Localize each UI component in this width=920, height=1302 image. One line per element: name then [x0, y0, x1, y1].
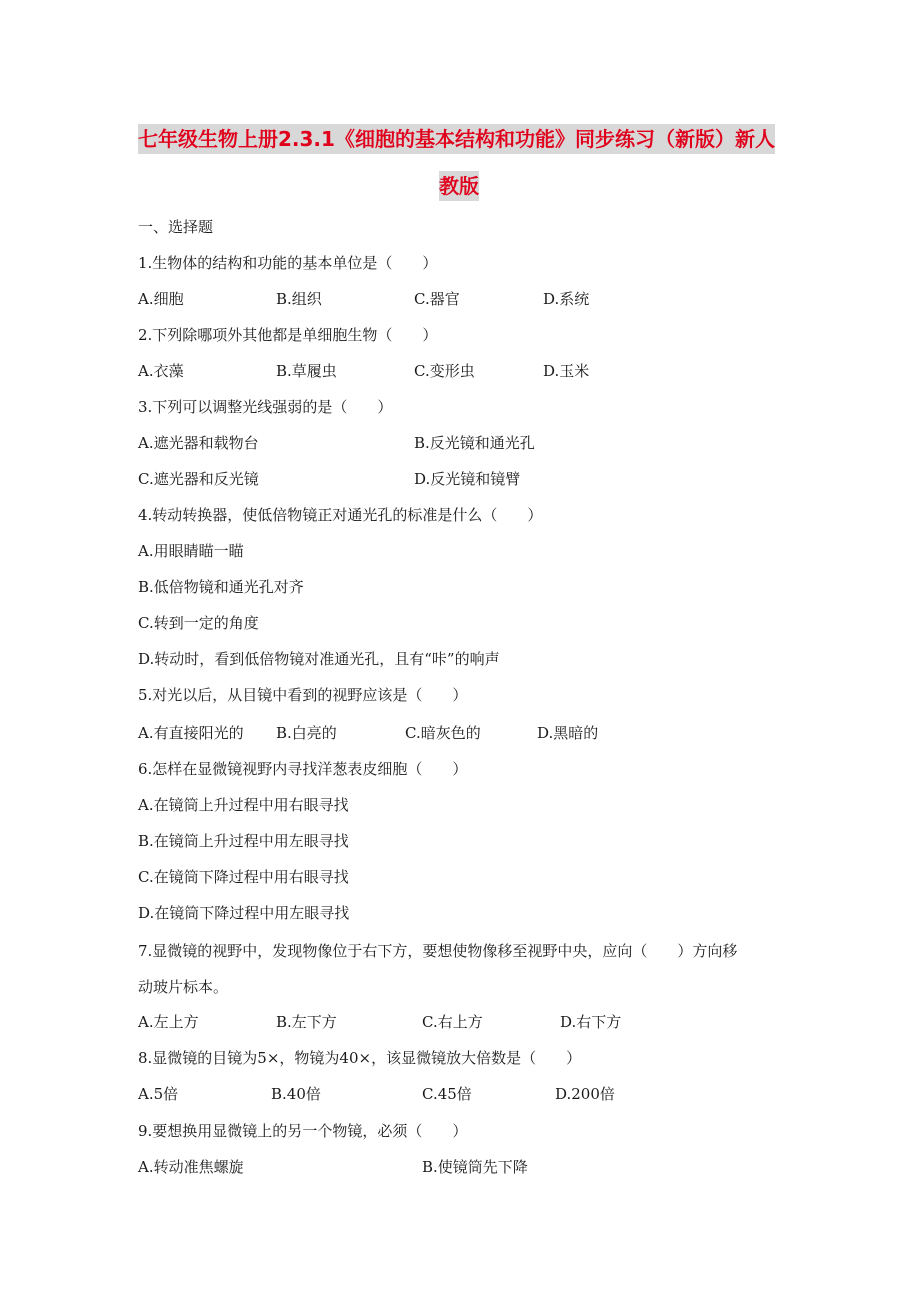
question-9-option-a: A.转动准焦螺旋 — [138, 1158, 244, 1176]
question-5-option-d: D.黑暗的 — [537, 724, 599, 742]
question-3-option-c: C.遮光器和反光镜 — [138, 470, 259, 488]
question-2-option-b: B.草履虫 — [276, 362, 337, 380]
question-3-option-b: B.反光镜和通光孔 — [414, 434, 535, 452]
question-5-option-b: B.白亮的 — [276, 724, 337, 742]
question-1-stem: 1.生物体的结构和功能的基本单位是（ ） — [138, 254, 438, 272]
question-7-option-a: A.左上方 — [138, 1013, 199, 1031]
question-7-stem-continued: 动玻片标本。 — [138, 978, 229, 996]
question-1-option-b: B.组织 — [276, 290, 322, 308]
question-1-option-c: C.器官 — [414, 290, 460, 308]
question-6-option-a: A.在镜筒上升过程中用右眼寻找 — [138, 796, 349, 814]
question-8-option-b: B.40倍 — [271, 1085, 321, 1103]
question-3-option-a: A.遮光器和载物台 — [138, 434, 259, 452]
question-6-option-b: B.在镜筒上升过程中用左眼寻找 — [138, 832, 349, 850]
question-7-stem: 7.显微镜的视野中，发现物像位于右下方，要想使物像移至视野中央，应向（ ）方向移 — [138, 942, 738, 960]
question-4-stem: 4.转动转换器，使低倍物镜正对通光孔的标准是什么（ ） — [138, 506, 543, 524]
question-7-option-b: B.左下方 — [276, 1013, 337, 1031]
question-6-option-d: D.在镜筒下降过程中用左眼寻找 — [138, 904, 350, 922]
question-7-option-d: D.右下方 — [560, 1013, 622, 1031]
question-8-option-d: D.200倍 — [555, 1085, 615, 1103]
question-5-option-c: C.暗灰色的 — [405, 724, 481, 742]
question-6-option-c: C.在镜筒下降过程中用右眼寻找 — [138, 868, 349, 886]
question-4-option-a: A.用眼睛瞄一瞄 — [138, 542, 244, 560]
question-5-stem: 5.对光以后，从目镜中看到的视野应该是（ ） — [138, 686, 468, 704]
question-2-stem: 2.下列除哪项外其他都是单细胞生物（ ） — [138, 326, 438, 344]
question-8-option-a: A.5倍 — [138, 1085, 179, 1103]
section-heading: 一、选择题 — [138, 218, 214, 236]
question-3-stem: 3.下列可以调整光线强弱的是（ ） — [138, 398, 393, 416]
question-2-option-c: C.变形虫 — [414, 362, 475, 380]
question-2-option-d: D.玉米 — [543, 362, 590, 380]
document-title-line-2: 教版 — [439, 171, 479, 201]
question-1-option-a: A.细胞 — [138, 290, 184, 308]
question-6-stem: 6.怎样在显微镜视野内寻找洋葱表皮细胞（ ） — [138, 760, 468, 778]
question-2-option-a: A.衣藻 — [138, 362, 184, 380]
question-4-option-b: B.低倍物镜和通光孔对齐 — [138, 578, 304, 596]
question-9-option-b: B.使镜筒先下降 — [422, 1158, 528, 1176]
question-4-option-c: C.转到一定的角度 — [138, 614, 259, 632]
question-7-option-c: C.右上方 — [422, 1013, 483, 1031]
question-8-option-c: C.45倍 — [422, 1085, 472, 1103]
question-9-stem: 9.要想换用显微镜上的另一个物镜，必须（ ） — [138, 1122, 468, 1140]
question-1-option-d: D.系统 — [543, 290, 590, 308]
question-8-stem: 8.显微镜的目镜为5×，物镜为40×，该显微镜放大倍数是（ ） — [138, 1049, 582, 1067]
question-5-option-a: A.有直接阳光的 — [138, 724, 244, 742]
question-3-option-d: D.反光镜和镜臂 — [414, 470, 521, 488]
question-4-option-d: D.转动时，看到低倍物镜对准通光孔，且有“咔”的响声 — [138, 650, 500, 668]
document-title-line-1: 七年级生物上册2.3.1《细胞的基本结构和功能》同步练习（新版）新人 — [138, 124, 775, 154]
